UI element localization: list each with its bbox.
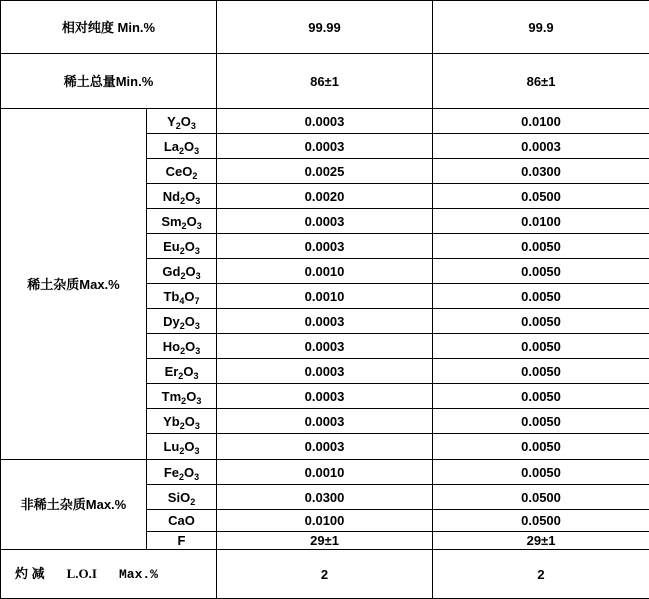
formula-oxygen: O [184, 465, 194, 480]
formula-element: CeO [166, 164, 193, 179]
compound-formula [147, 284, 217, 309]
formula-element: Fe [164, 465, 179, 480]
compound-formula [147, 460, 217, 485]
row-treo [1, 54, 649, 109]
value-grade-2: 0.0100 [433, 209, 649, 234]
value-grade-2: 0.0300 [433, 159, 649, 184]
compound-formula [147, 359, 217, 384]
value-grade-1: 0.0003 [217, 434, 433, 460]
formula-subscript: 2 [179, 446, 184, 456]
purity-label: 相对纯度 Min.% [1, 1, 217, 54]
formula-element: F [178, 533, 186, 548]
formula-element: CaO [168, 513, 195, 528]
value-grade-2: 0.0050 [433, 334, 649, 359]
compound-formula [147, 334, 217, 359]
formula-subscript: 4 [179, 296, 184, 306]
value-grade-1: 0.0003 [217, 334, 433, 359]
compound-formula [147, 109, 217, 134]
value-grade-2: 0.0003 [433, 134, 649, 159]
formula-subscript: 3 [197, 221, 202, 231]
formula-element: Yb [163, 414, 180, 429]
re-impurity-label: 稀土杂质Max.% [1, 109, 147, 460]
formula-element: Gd [162, 264, 180, 279]
compound-formula [147, 510, 217, 532]
formula-element: Ho [163, 339, 180, 354]
compound-formula [147, 209, 217, 234]
formula-oxygen: O [185, 189, 195, 204]
purity-value-2: 99.9 [433, 1, 649, 54]
value-grade-2: 0.0050 [433, 309, 649, 334]
formula-subscript: 2 [190, 497, 195, 507]
purity-value-1: 99.99 [217, 1, 433, 54]
re-impurity-row [1, 109, 649, 134]
formula-oxygen: O [186, 389, 196, 404]
value-grade-1: 0.0025 [217, 159, 433, 184]
value-grade-2: 0.0050 [433, 359, 649, 384]
loi-value-2: 2 [433, 550, 649, 599]
formula-oxygen: O [183, 364, 193, 379]
loi-chinese: 灼 减 [15, 566, 45, 581]
treo-value-2: 86±1 [433, 54, 649, 109]
formula-element: Tm [162, 389, 182, 404]
formula-subscript: 2 [180, 346, 185, 356]
compound-formula [147, 134, 217, 159]
compound-formula [147, 259, 217, 284]
compound-formula [147, 309, 217, 334]
value-grade-1: 0.0010 [217, 460, 433, 485]
loi-unit: Max.% [119, 567, 158, 582]
formula-element: Er [165, 364, 179, 379]
formula-subscript: 2 [178, 371, 183, 381]
formula-element: Dy [163, 314, 180, 329]
value-grade-2: 0.0100 [433, 109, 649, 134]
formula-oxygen: O [185, 314, 195, 329]
value-grade-1: 0.0003 [217, 209, 433, 234]
compound-formula [147, 184, 217, 209]
formula-oxygen: O [184, 439, 194, 454]
value-grade-1: 0.0003 [217, 134, 433, 159]
value-grade-1: 0.0020 [217, 184, 433, 209]
formula-subscript: 2 [180, 196, 185, 206]
value-grade-2: 29±1 [433, 532, 649, 550]
formula-subscript: 2 [180, 421, 185, 431]
formula-element: Nd [163, 189, 180, 204]
formula-oxygen: O [185, 264, 195, 279]
formula-oxygen: O [185, 414, 195, 429]
value-grade-2: 0.0050 [433, 384, 649, 409]
compound-formula [147, 159, 217, 184]
formula-oxygen: O [181, 114, 191, 129]
formula-subscript: 2 [182, 221, 187, 231]
compound-formula [147, 485, 217, 510]
compound-formula [147, 409, 217, 434]
nonre-impurity-label: 非稀土杂质Max.% [1, 460, 147, 550]
formula-subscript: 3 [191, 121, 196, 131]
row-loi [1, 550, 649, 599]
compound-formula [147, 434, 217, 460]
value-grade-2: 0.0050 [433, 460, 649, 485]
formula-oxygen: O [185, 239, 195, 254]
value-grade-1: 0.0003 [217, 309, 433, 334]
treo-value-1: 86±1 [217, 54, 433, 109]
formula-subscript: 3 [195, 346, 200, 356]
treo-label: 稀土总量Min.% [1, 54, 217, 109]
value-grade-2: 0.0500 [433, 510, 649, 532]
value-grade-1: 0.0003 [217, 384, 433, 409]
formula-oxygen: O [184, 289, 194, 304]
formula-element: Tb [163, 289, 179, 304]
formula-subscript: 3 [193, 371, 198, 381]
formula-subscript: 3 [195, 446, 200, 456]
formula-subscript: 2 [192, 171, 197, 181]
formula-element: Eu [163, 239, 180, 254]
formula-subscript: 2 [180, 246, 185, 256]
formula-subscript: 3 [196, 271, 201, 281]
formula-subscript: 2 [179, 472, 184, 482]
value-grade-1: 0.0003 [217, 409, 433, 434]
formula-oxygen: O [187, 214, 197, 229]
value-grade-2: 0.0050 [433, 284, 649, 309]
formula-oxygen: O [185, 339, 195, 354]
value-grade-1: 0.0003 [217, 234, 433, 259]
value-grade-1: 0.0100 [217, 510, 433, 532]
value-grade-1: 0.0010 [217, 284, 433, 309]
row-purity [1, 1, 649, 54]
value-grade-1: 0.0003 [217, 359, 433, 384]
formula-subscript: 3 [196, 396, 201, 406]
formula-oxygen: O [184, 139, 194, 154]
formula-subscript: 7 [195, 296, 200, 306]
formula-subscript: 3 [194, 146, 199, 156]
formula-subscript: 2 [181, 396, 186, 406]
value-grade-2: 0.0050 [433, 434, 649, 460]
value-grade-2: 0.0500 [433, 184, 649, 209]
compound-formula [147, 532, 217, 550]
compound-formula [147, 234, 217, 259]
value-grade-2: 0.0050 [433, 259, 649, 284]
value-grade-2: 0.0050 [433, 409, 649, 434]
formula-element: SiO [168, 490, 190, 505]
formula-subscript: 2 [179, 146, 184, 156]
formula-element: Lu [163, 439, 179, 454]
value-grade-2: 0.0050 [433, 234, 649, 259]
value-grade-2: 0.0500 [433, 485, 649, 510]
formula-element: La [164, 139, 179, 154]
formula-subscript: 3 [194, 472, 199, 482]
value-grade-1: 0.0300 [217, 485, 433, 510]
formula-subscript: 3 [195, 321, 200, 331]
formula-subscript: 2 [176, 121, 181, 131]
value-grade-1: 0.0010 [217, 259, 433, 284]
formula-element: Sm [161, 214, 181, 229]
loi-value-1: 2 [217, 550, 433, 599]
formula-subscript: 3 [195, 246, 200, 256]
formula-subscript: 3 [195, 421, 200, 431]
compound-formula [147, 384, 217, 409]
value-grade-1: 0.0003 [217, 109, 433, 134]
formula-subscript: 2 [180, 321, 185, 331]
value-grade-1: 29±1 [217, 532, 433, 550]
nonre-impurity-row [1, 460, 649, 485]
formula-subscript: 2 [180, 271, 185, 281]
formula-element: Y [167, 114, 176, 129]
loi-code: L.O.I [67, 566, 97, 581]
loi-label [1, 550, 217, 599]
formula-subscript: 3 [195, 196, 200, 206]
